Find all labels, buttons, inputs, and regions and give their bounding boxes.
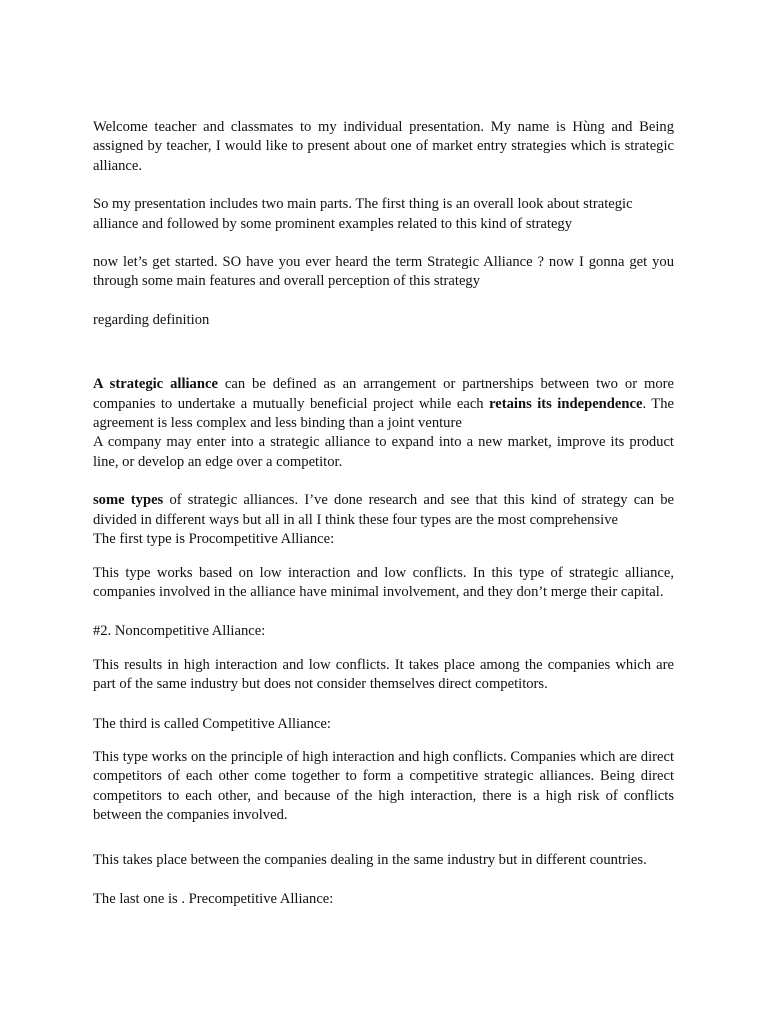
presentation-parts-paragraph: So my presentation includes two main parts. The first thing is an overall look about strategic alliance and followed by some prominent examples related to this kind of strategy xyxy=(93,196,633,232)
definition-heading: regarding definition xyxy=(93,311,210,328)
definition-text-1: can be defined as an arrangement or partnerships between two or more companies to undertake a mutually beneficial project while each xyxy=(93,376,674,412)
intro-paragraph: Welcome teacher and classmates to my individual presentation. My name is Hùng and Being assigned by teacher, I would like to present about one of market entry strategies which is strategic alliance. xyxy=(93,119,674,174)
document-body xyxy=(93,118,674,909)
type4-heading: The last one is . Precompetitive Alliance: xyxy=(93,890,334,907)
definition-text-2: . The agreement is less complex and less binding than a joint venture xyxy=(93,395,674,432)
type3-extra-paragraph: This takes place between the companies dealing in the same industry but in different countries. xyxy=(93,851,647,868)
types-text: of strategic alliances. I’ve done research and see that this kind of strategy can be divided in different ways but all in all I think these four types are the most comprehensive xyxy=(93,492,674,528)
get-started-paragraph: now let’s get started. SO have you ever heard the term Strategic Alliance ? now I gonna get you through some main features and overall perception of this strategy xyxy=(93,254,674,290)
types-term: some types xyxy=(93,492,164,509)
expand-paragraph: A company may enter into a strategic alliance to expand into a new market, improve its product line, or develop an edge over a competitor. xyxy=(93,434,674,470)
definition-paragraph xyxy=(93,375,674,433)
type3-heading: The third is called Competitive Alliance: xyxy=(93,715,331,732)
type2-heading: #2. Noncompetitive Alliance: xyxy=(93,623,266,640)
type3-paragraph: This type works on the principle of high interaction and high conflicts. Companies which are direct competitors of each other come together to form a competitive strategic alliances. Being direct competitors to each other, and because of the high interaction, there is a high risk of conflicts between the companies involved. xyxy=(93,748,674,824)
types-paragraph xyxy=(93,491,674,530)
type1-paragraph: This type works based on low interaction and low conflicts. In this type of strategic alliance, companies involved in the alliance have minimal involvement, and they don’t merge their capital. xyxy=(93,564,674,600)
definition-emphasis: retains its independence xyxy=(489,395,643,412)
definition-term: A strategic alliance xyxy=(93,376,218,393)
type2-paragraph: This results in high interaction and low conflicts. It takes place among the companies which are part of the same industry but does not consider themselves direct competitors. xyxy=(93,656,674,693)
type1-heading: The first type is Procompetitive Alliance: xyxy=(93,531,335,548)
